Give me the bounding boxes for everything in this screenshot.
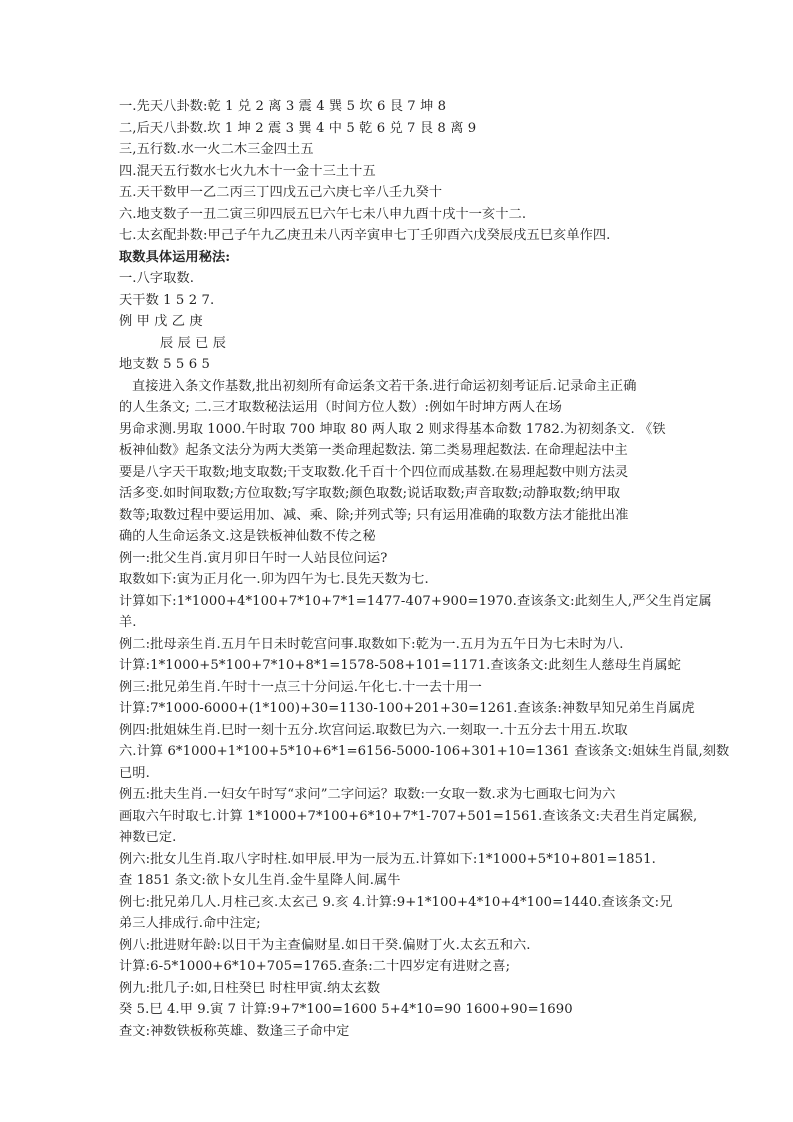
text-line: 辰 辰 已 辰	[160, 335, 227, 351]
text-line: 确的人生命运条文.这是铁板神仙数不传之秘	[119, 529, 376, 544]
text-line: 一.先天八卦数:乾 1 兑 2 离 3 震 4 巽 5 坎 6 艮 7 坤 8	[119, 99, 447, 114]
text-line: 例二:批母亲生肖.五月午日未时乾宫问事.取数如下:乾为一.五月为五午日为七未时为八.	[119, 636, 624, 652]
text-line: 例一:批父生肖.寅月卯日午时一人站艮位问运?	[119, 550, 388, 566]
text-line: 二,后天八卦数.坎 1 坤 2 震 3 巽 4 中 5 乾 6 兑 7 艮 8 离 9	[119, 120, 477, 136]
text-line: 要是八字天干取数;地支取数;干支取数.化千百十个四位而成基数.在易理起数中则方法灵	[119, 464, 629, 480]
text-line: 地支数 5 5 6 5	[119, 357, 210, 372]
text-line: 六.地支数子一丑二寅三卯四辰五巳六午七未八申九酉十戌十一亥十二.	[119, 206, 527, 222]
text-line: 活多变.如时间取数;方位取数;写字取数;颜色取数;说话取数;声音取数;动静取数;纳甲取	[119, 486, 621, 501]
text-line: 例五:批夫生肖.一妇女午时写“求问”二字问运？取数:一女取一数.求为七画取七问为六	[119, 787, 616, 802]
text-line: 四.混天五行数水七火九木十一金十三土十五	[119, 163, 376, 179]
text-line: 羊.	[119, 615, 137, 630]
text-line: 例七:批兄弟几人.月柱己亥.太玄己 9.亥 4.计算:9+1*100+4*10+4*100=1440.查该条文:兄	[119, 894, 673, 910]
text-line: 取数如下:寅为正月化一.卯为四午为七.艮先天数为七.	[119, 572, 429, 587]
text-line: 一.八字取数.	[119, 271, 195, 286]
text-line: 已明.	[119, 765, 150, 781]
text-line: 计算:6-5*1000+6*10+705=1765.查条:二十四岁定有进财之喜;	[119, 959, 511, 974]
text-line: 数等;取数过程中要运用加、减、乘、除;并列式等; 只有运用准确的取数方法才能批出准	[119, 507, 629, 523]
section-heading: 取数具体运用秘法:	[119, 249, 231, 265]
text-line: 板神仙数》起条文法分为两大类第一类命理起数法. 第二类易理起数法. 在命理起法中主	[119, 443, 628, 458]
text-line: 弟三人排成行.命中注定;	[119, 916, 261, 931]
text-line: 男命求测.男取 1000.午时取 700 坤取 80 两人取 2 则求得基本命数 1782.为初刻条文. 《铁	[119, 421, 666, 437]
text-line: 例九:批几子:如,日柱癸巳 时柱甲寅.纳太玄数	[119, 980, 381, 996]
text-line: 查 1851 条文:欲卜女儿生肖.金牛星降人间.属牛	[119, 873, 401, 888]
text-line: 画取六午时取七.计算 1*1000+7*100+6*10+7*1-707+501=1561.查该条文:夫君生肖定属猴,	[119, 808, 698, 824]
text-line: 三,五行数.水一火二木三金四土五	[119, 142, 314, 157]
text-line: 计算:1*1000+5*100+7*10+8*1=1578-508+101=1171.查该条文:此刻生人慈母生肖属蛇	[119, 658, 681, 673]
text-line: 例四:批姐妹生肖.巳时一刻十五分.坎宫问运.取数巳为六.一刻取一.十五分去十用五.坎取	[119, 722, 628, 738]
text-line: 直接进入条文作基数,批出初刻所有命运条文若干条.进行命运初刻考证后.记录命主正确	[132, 378, 637, 394]
text-line: 查文:神数铁板称英雄、数逢三子命中定	[119, 1023, 350, 1039]
text-line: 癸 5.巳 4.甲 9.寅 7 计算:9+7*100=1600 5+4*10=90 1600+90=1690	[119, 1002, 573, 1017]
text-line: 例三:批兄弟生肖.午时十一点三十分问运.午化七.十一去十用一	[119, 679, 482, 695]
text-line: 例六:批女儿生肖.取八字时柱.如甲辰.甲为一辰为五.计算如下:1*1000+5*10+801=1851.	[119, 851, 656, 867]
text-line: 神数已定.	[119, 830, 177, 845]
text-line: 七.太玄配卦数:甲己子午九乙庚丑未八丙辛寅申七丁壬卯酉六戊癸辰戌五巳亥单作四.	[119, 228, 611, 243]
text-line: 五.天干数甲一乙二丙三丁四戊五己六庚七辛八壬九癸十	[119, 185, 443, 200]
text-line: 例八:批进财年龄:以日干为主查偏财星.如日干癸.偏财丁火.太玄五和六.	[119, 937, 531, 953]
text-line: 计算:7*1000-6000+(1*100)+30=1130-100+201+30=1261.查该条:神数早知兄弟生肖属虎	[119, 701, 695, 716]
document-body	[119, 96, 793, 1042]
text-line: 例 甲 戊 乙 庚	[119, 314, 203, 329]
text-line: 的人生条文; 二.三才取数秘法运用（时间方位人数）:例如午时坤方两人在场	[119, 400, 562, 415]
text-line: 计算如下:1*1000+4*100+7*10+7*1=1477-407+900=1970.查该条文:此刻生人,严父生肖定属	[119, 593, 712, 609]
text-line: 天干数 1 5 2 7.	[119, 292, 215, 308]
text-line: 六.计算 6*1000+1*100+5*10+6*1=6156-5000-106+301+10=1361 查该条文:姐妹生肖鼠,刻数	[119, 744, 730, 759]
